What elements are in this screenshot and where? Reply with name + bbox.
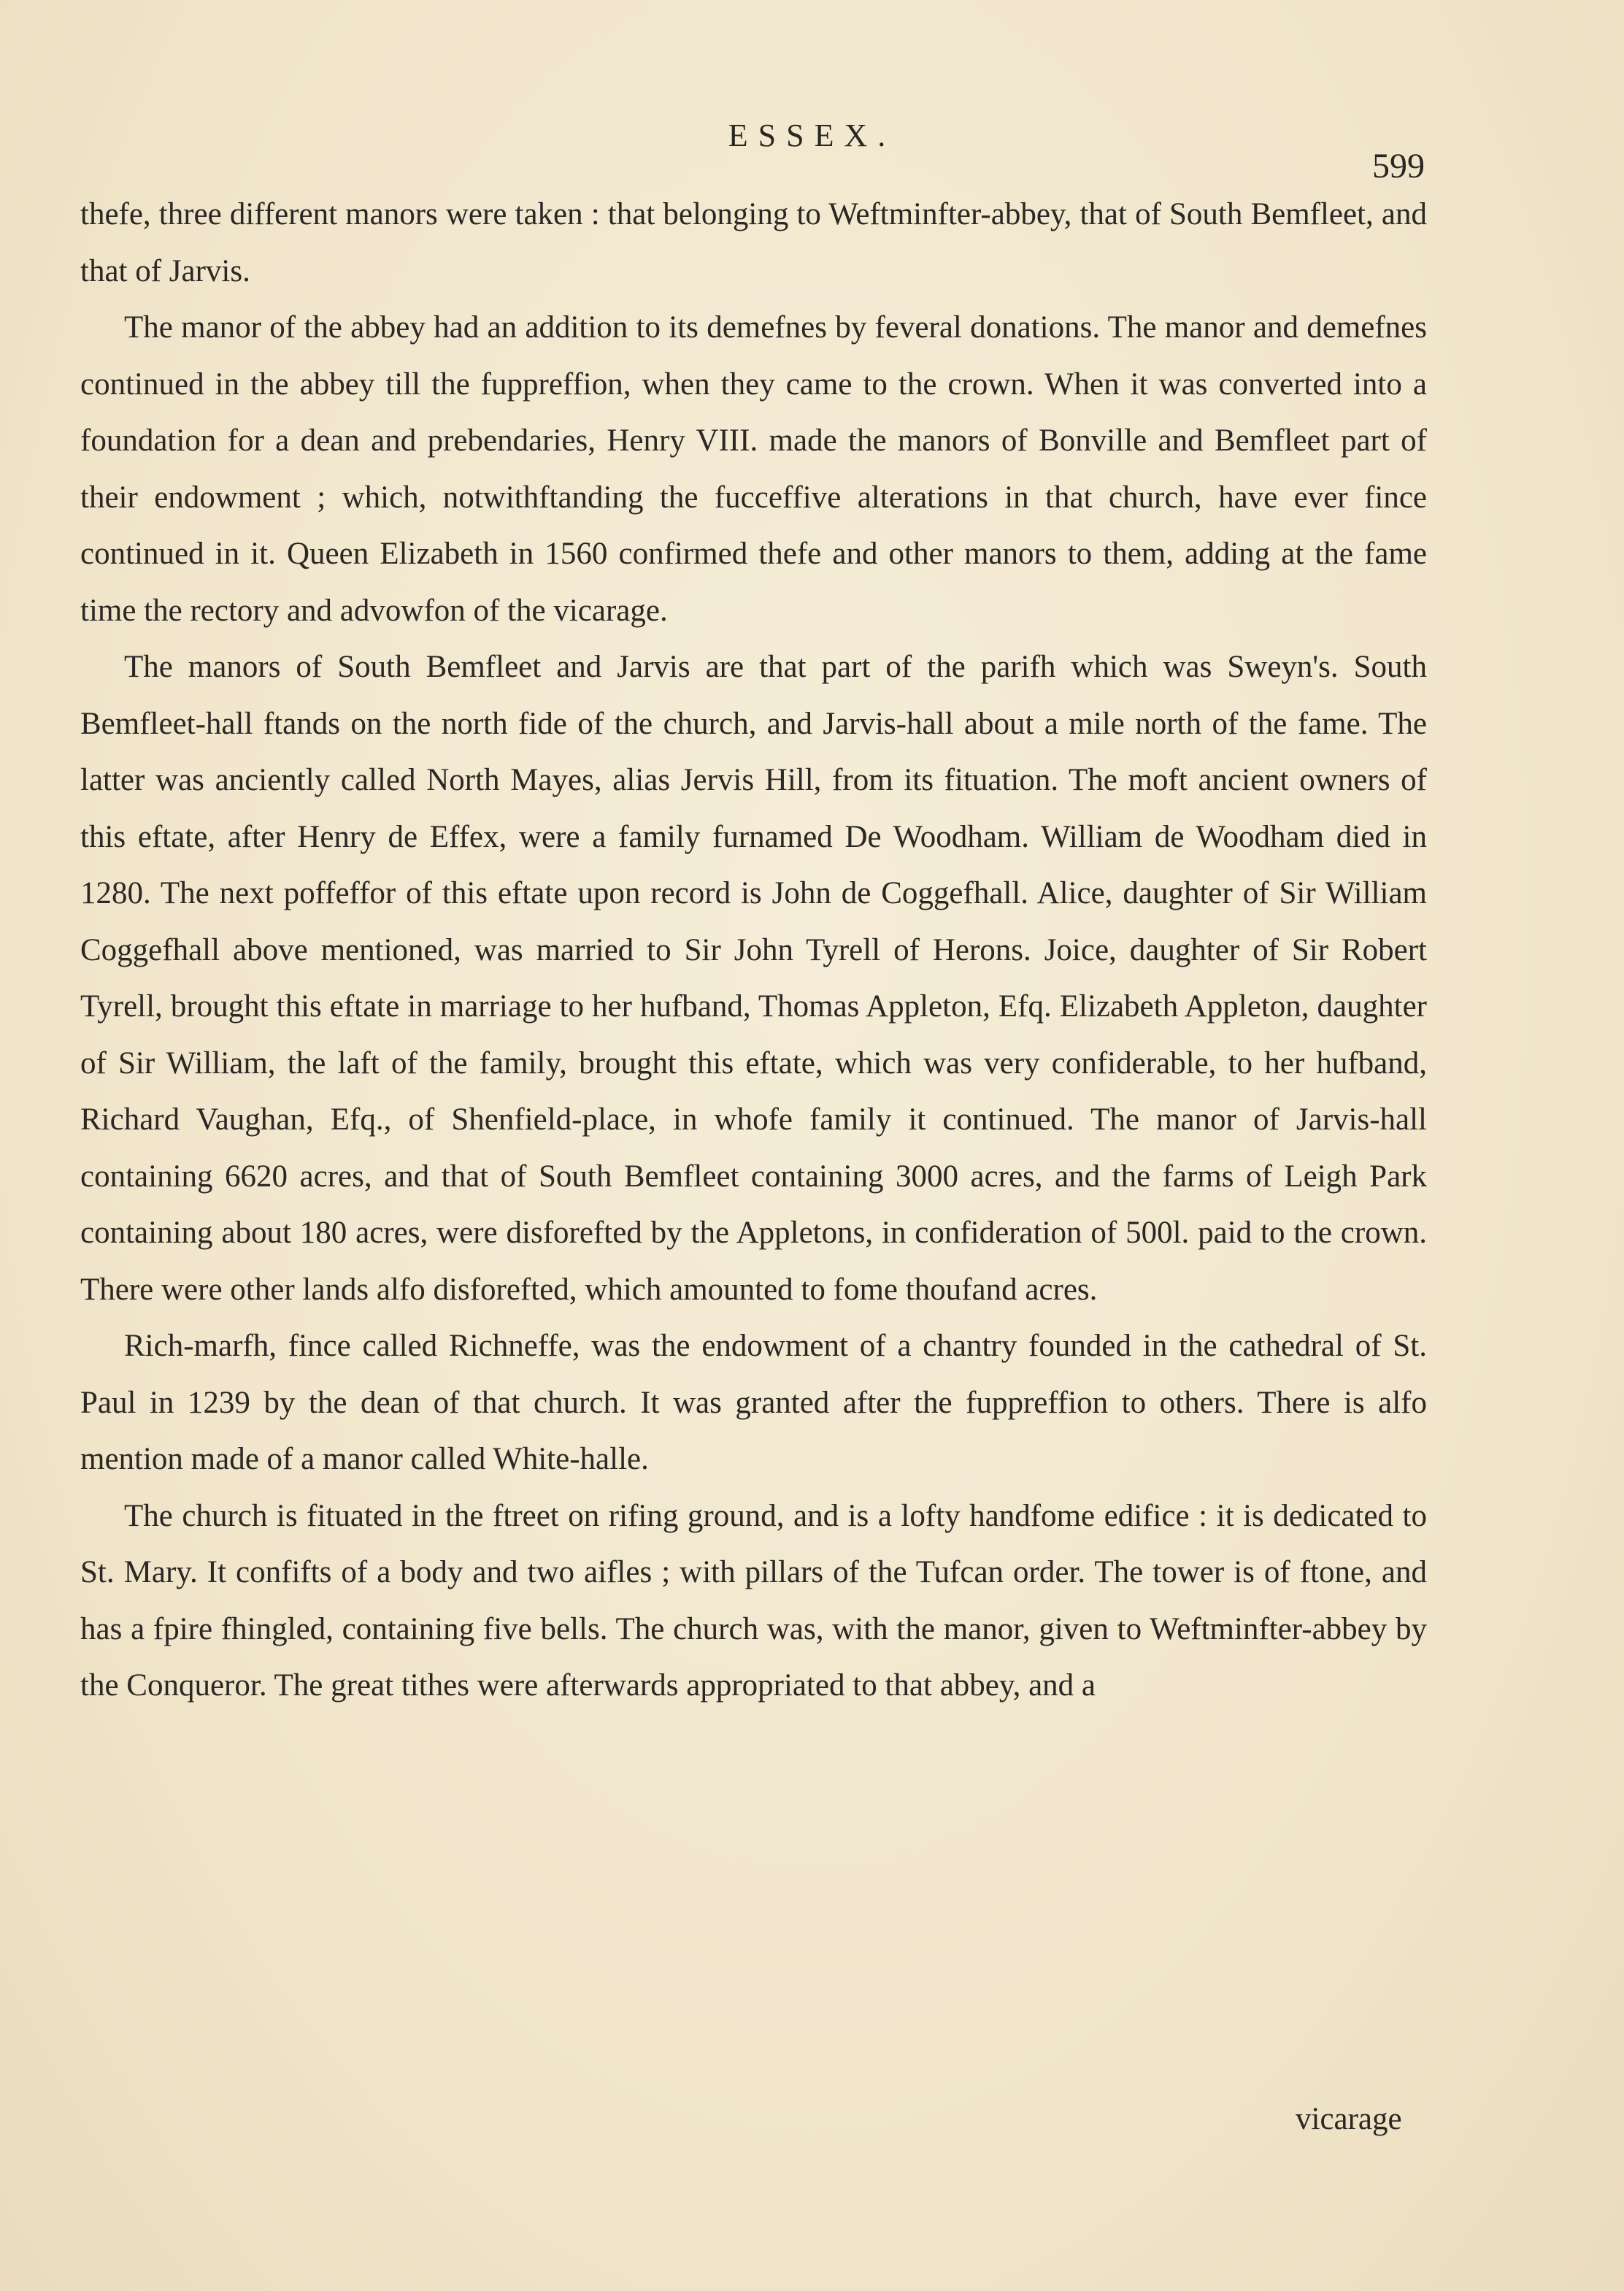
paragraph-2: The manor of the abbey had an addition to its demefnes by feveral donations. The manor and demefnes continued in the abbey till the fuppreffion, when they came to the crown. When it was converted into a foundation for a dean and prebendaries, Henry VIII. made the manors of Bonville and Bemfleet part of their endowment ; which, notwithftanding the fucceffive alterations in that church, have ever fince continued in it. Queen Elizabeth in 1560 confirmed thefe and other manors to them, adding at the fame time the rectory and advowfon of the vicarage. bbox=[80, 310, 1427, 628]
paragraph-4: Rich-marfh, fince called Richneffe, was the endowment of a chantry founded in the cathedral of St. Paul in 1239 by the dean of that church. It was granted after the fuppreffion to others. There is alfo mention made of a manor called White-halle. bbox=[80, 1329, 1427, 1476]
running-title: ESSEX. bbox=[728, 118, 896, 153]
paragraph-1: thefe, three different manors were taken : that belonging to Weftminfter-abbey, that of South Bemfleet, and that of Jarvis. bbox=[80, 197, 1427, 288]
catchword: vicarage bbox=[1296, 2102, 1402, 2136]
page-number: 599 bbox=[1372, 147, 1425, 185]
paragraph-5: The church is fituated in the ftreet on rifing ground, and is a lofty handfome edifice : it is dedicated to St. Mary. It confifts of a body and two aifles ; with pillars of the Tufcan order. The tower is of ftone, and has a fpire fhingled, containing five bells. The church was, with the manor, given to Weftminfter-abbey by the Conqueror. The great tithes were afterwards appropriated to that abbey, and a bbox=[80, 1498, 1427, 1703]
body-text bbox=[80, 186, 1427, 1714]
paragraph-3: The manors of South Bemfleet and Jarvis are that part of the parifh which was Sweyn's. South Bemfleet-hall ftands on the north fide of the church, and Jarvis-hall about a mile north of the fame. The latter was anciently called North Mayes, alias Jervis Hill, from its fituation. The moft ancient owners of this eftate, after Henry de Effex, were a family furnamed De Woodham. William de Woodham died in 1280. The next poffeffor of this eftate upon record is John de Coggefhall. Alice, daughter of Sir William Coggefhall above mentioned, was married to Sir John Tyrell of Herons. Joice, daughter of Sir Robert Tyrell, brought this eftate in marriage to her hufband, Thomas Appleton, Efq. Elizabeth Appleton, daughter of Sir William, the laft of the family, brought this eftate, which was very confiderable, to her hufband, Richard Vaughan, Efq., of Shenfield-place, in whofe family it continued. The manor of Jarvis-hall containing 6620 acres, and that of South Bemfleet containing 3000 acres, and the farms of Leigh Park containing about 180 acres, were disforefted by the Appletons, in confideration of 500l. paid to the crown. There were other lands alfo disforefted, which amounted to fome thoufand acres. bbox=[80, 650, 1427, 1307]
